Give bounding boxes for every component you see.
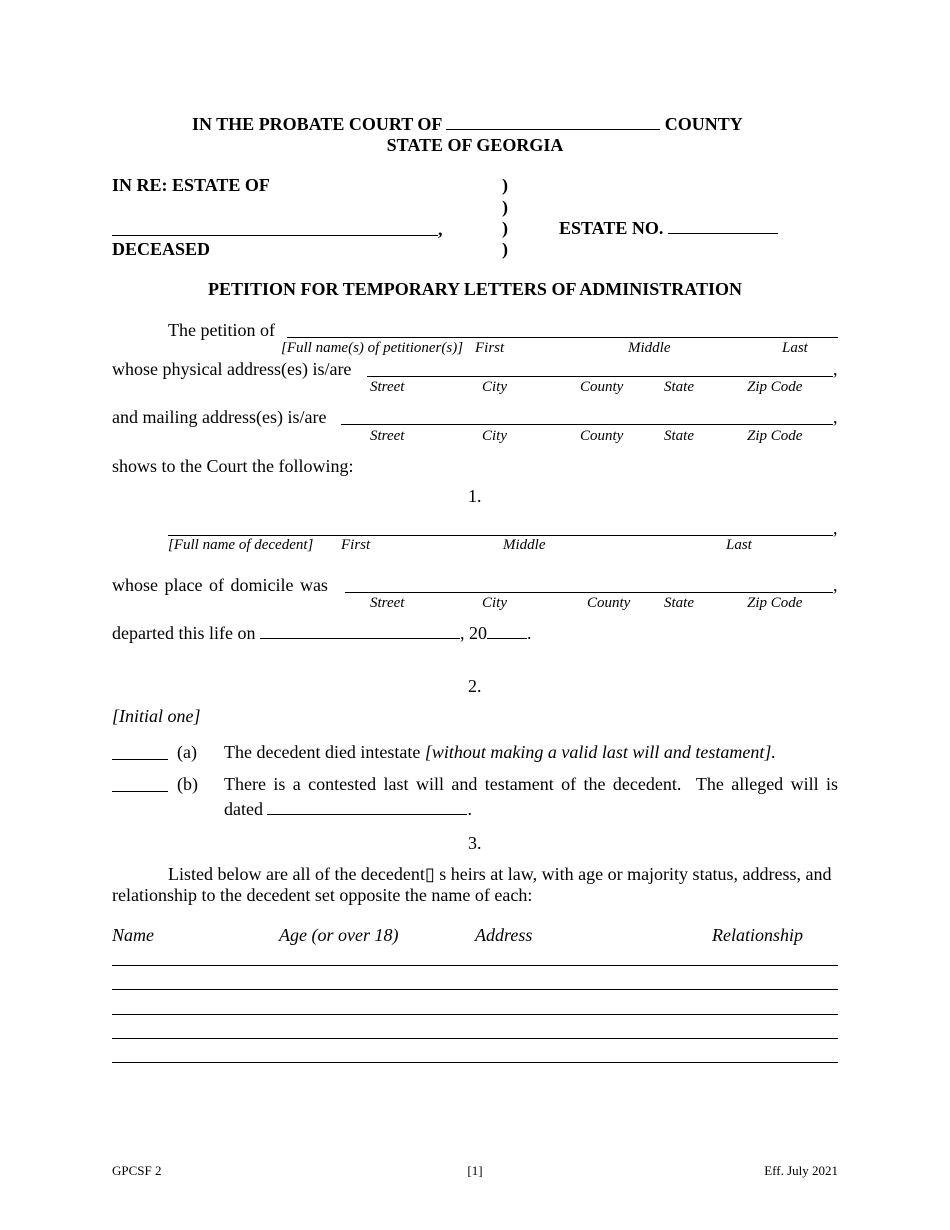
option-a-explanation: [without making a valid last will and testament]. [424, 742, 776, 762]
petitioner-last-caption: Last [782, 340, 808, 356]
column-relationship: Relationship [712, 925, 803, 945]
mailing-address-field[interactable] [341, 424, 833, 425]
domicile-label: whose place of domicile was [112, 575, 328, 595]
court-suffix: COUNTY [664, 114, 743, 134]
estate-no [559, 218, 778, 238]
petitioner-hint: [Full name(s) of petitioner(s)] [281, 340, 464, 356]
footer-effective-date: Eff. July 2021 [764, 1163, 838, 1178]
heir-row-field[interactable] [112, 965, 838, 966]
death-year-field[interactable] [487, 624, 527, 639]
section-1-number: 1. [468, 486, 482, 506]
physical-county-caption: County [580, 379, 624, 395]
mailing-county-caption: County [580, 428, 624, 444]
petition-title: PETITION FOR TEMPORARY LETTERS OF ADMINISTRATION [208, 279, 742, 299]
column-address: Address [475, 925, 533, 945]
decedent-middle-caption: Middle [503, 537, 546, 553]
heir-row-field[interactable] [112, 1014, 838, 1015]
initial-one-label: [Initial one] [112, 706, 201, 726]
option-b-initial-field[interactable] [112, 791, 168, 792]
petitioner-name-field[interactable] [287, 337, 838, 338]
court-heading [192, 114, 743, 134]
decedent-hint: [Full name of decedent] [168, 537, 314, 553]
domicile-comma: , [833, 575, 838, 595]
heir-row-field[interactable] [112, 989, 838, 990]
county-name-field[interactable] [446, 115, 660, 130]
section-3-number: 3. [468, 833, 482, 853]
death-date-field[interactable] [260, 624, 460, 639]
mailing-address-label: and mailing address(es) is/are [112, 407, 327, 427]
court-prefix: IN THE PROBATE COURT OF [192, 114, 442, 134]
physical-city-caption: City [482, 379, 507, 395]
year-prefix: , 20 [459, 623, 487, 643]
option-b-dated-line [224, 799, 472, 819]
petitioner-middle-caption: Middle [628, 340, 671, 356]
physical-address-field[interactable] [367, 376, 833, 377]
decedent-name-field[interactable] [112, 235, 438, 236]
domicile-street-caption: Street [370, 595, 405, 611]
option-a-text [224, 742, 776, 762]
footer-form-id: GPCSF 2 [112, 1163, 162, 1178]
option-a-statement: The decedent died intestate [224, 742, 421, 762]
physical-state-caption: State [664, 379, 694, 395]
option-b-text: There is a contested last will and testament of the decedent. The alleged will is [224, 774, 838, 794]
domicile-state-caption: State [664, 595, 694, 611]
caption-paren: ) [502, 218, 508, 238]
petition-of-label: The petition of [168, 320, 275, 340]
option-a-initial-field[interactable] [112, 759, 168, 760]
deceased-label: DECEASED [112, 239, 211, 259]
caption-paren: ) [502, 197, 508, 217]
option-b-period: . [467, 799, 472, 819]
caption-comma: , [438, 219, 443, 239]
decedent-last-caption: Last [726, 537, 752, 553]
domicile-field[interactable] [345, 592, 833, 593]
state-heading: STATE OF GEORGIA [386, 135, 564, 155]
option-b-dated-label: dated [224, 799, 263, 819]
petitioner-first-caption: First [475, 340, 505, 356]
mailing-zip-caption: Zip Code [747, 428, 803, 444]
domicile-county-caption: County [587, 595, 631, 611]
estate-no-field[interactable] [668, 219, 778, 234]
domicile-zip-caption: Zip Code [747, 595, 803, 611]
mailing-street-caption: Street [370, 428, 405, 444]
caption-paren: ) [502, 239, 508, 259]
column-age: Age (or over 18) [279, 925, 399, 945]
section-2-number: 2. [468, 676, 482, 696]
footer-page-number: [1] [467, 1163, 483, 1178]
heir-row-field[interactable] [112, 1062, 838, 1063]
column-name: Name [112, 925, 154, 945]
option-b-label: (b) [177, 774, 198, 794]
physical-street-caption: Street [370, 379, 405, 395]
option-a-label: (a) [177, 742, 197, 762]
estate-no-label: ESTATE NO. [559, 218, 664, 238]
physical-address-comma: , [833, 359, 838, 379]
heirs-text-line2: relationship to the decedent set opposite the name of each: [112, 885, 533, 905]
physical-zip-caption: Zip Code [747, 379, 803, 395]
decedent-full-name-field[interactable] [168, 535, 833, 536]
decedent-first-caption: First [341, 537, 371, 553]
caption-paren: ) [502, 175, 508, 195]
heirs-text-line1: Listed below are all of the decedent▯ s heirs at law, with age or majority status, address, and [168, 864, 832, 884]
mailing-state-caption: State [664, 428, 694, 444]
departed-line [112, 623, 531, 643]
in-re-label: IN RE: ESTATE OF [112, 175, 270, 195]
heir-row-field[interactable] [112, 1038, 838, 1039]
departed-label: departed this life on [112, 623, 256, 643]
domicile-city-caption: City [482, 595, 507, 611]
departed-period: . [526, 623, 532, 643]
will-date-field[interactable] [267, 800, 467, 815]
decedent-name-comma: , [833, 518, 838, 538]
mailing-address-comma: , [833, 407, 838, 427]
mailing-city-caption: City [482, 428, 507, 444]
shows-to-court: shows to the Court the following: [112, 456, 354, 476]
physical-address-label: whose physical address(es) is/are [112, 359, 352, 379]
